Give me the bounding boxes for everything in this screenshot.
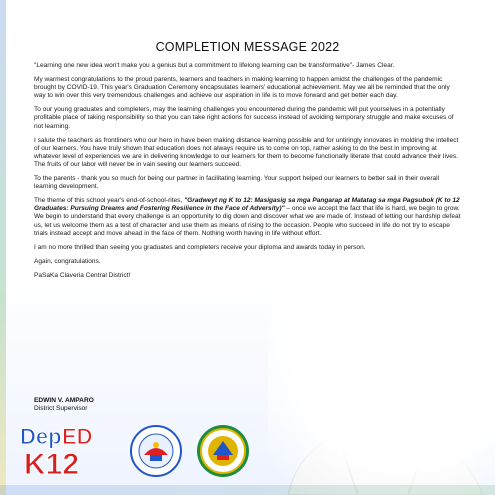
message-body: [34, 62, 462, 286]
svg-text:K12: K12: [24, 448, 80, 478]
graduates-paragraph: To our young graduates and completers, may the learning challenges you encountered during the pandemic will put yourselves in a potentially profitable place of taking responsibility so that you can take right actions for success instead of avoiding temporary struggle and make excuses of not learning.: [34, 106, 454, 130]
quote-paragraph: "Learning one new idea won't make you a genius but a commitment to lifelong learning can be transformative"- James Clear.: [34, 62, 395, 69]
decorative-stripe: [0, 0, 6, 495]
district-seal: [196, 424, 250, 478]
teachers-paragraph: I salute the teachers as frontliners who our hero in have been making distance learning possible and for untiringly innovates in molding the intellect of our learners. You have truly shown that education does not always require us to come on top, rather asking to do the best in improving at whatever level of experiences we are in delivering knowledge to our learners for them to become functionally literate that could advance their lives. The fruits of our labor will never be in vain seeing our learners succeed.: [34, 136, 459, 168]
decorative-bottom-bar: [0, 485, 495, 495]
deped-seal: [130, 425, 182, 477]
district-cheer: PaSaKa Claveria Central District!: [34, 271, 131, 279]
svg-text:ED: ED: [62, 424, 93, 449]
deped-k12-logo: [16, 420, 108, 478]
signatory-position: District Supervisor: [34, 405, 88, 412]
parents-paragraph: To the parents - thank you so much for being our partner in facilitating learning. Your support helped our learners to better sail in their overall learning development.: [34, 175, 440, 191]
signature-block: [34, 397, 94, 413]
theme-paragraph: [34, 197, 462, 237]
again-congratulations: Again, congratulations.: [34, 257, 101, 265]
supervisor-portrait: [268, 278, 495, 495]
page-title: COMPLETION MESSAGE 2022: [155, 40, 340, 54]
congratulations-paragraph: My warmest congratulations to the proud parents, learners and teachers in making learning to happen amidst the challenges of the pandemic brought by COVID-19. This year's Graduation Ceremony encapsulates learners' educational achievement. May we all be reminded that the only way to win over this very tremendous challenges and achieve our aspiration in life is to move forward and get better each day.: [34, 76, 450, 100]
signatory-name: EDWIN V. AMPARO: [34, 397, 94, 404]
theme-text: "Gradweyt ng K to 12: Masigasig sa mga Pangarap at Matatag sa mga Pagsubok (K to 12 Graduates: Pursuing Dreams and Fostering Resilience in the Face of Adversity)": [34, 197, 460, 213]
theme-rest: – once we accept the fact that life is hard, we begin to grow. We begin to understand that every challenge is an opportunity to dig down and discover what we are made of. Instead of letting our hardship defeat us, let us welcome them as a test of character and use them as means of rising to the occasion. People who succeed in life do not try to escape trials instead accept and move ahead in the face of them. Nothing worth having in life without effort.: [34, 205, 461, 237]
diploma-paragraph: I am no more thrilled than seeing you graduates and completers receive your diploma and awards today in person.: [34, 243, 366, 251]
svg-text:Dep: Dep: [20, 424, 62, 449]
theme-intro: The theme of this school year's end-of-school-rites,: [34, 197, 185, 205]
